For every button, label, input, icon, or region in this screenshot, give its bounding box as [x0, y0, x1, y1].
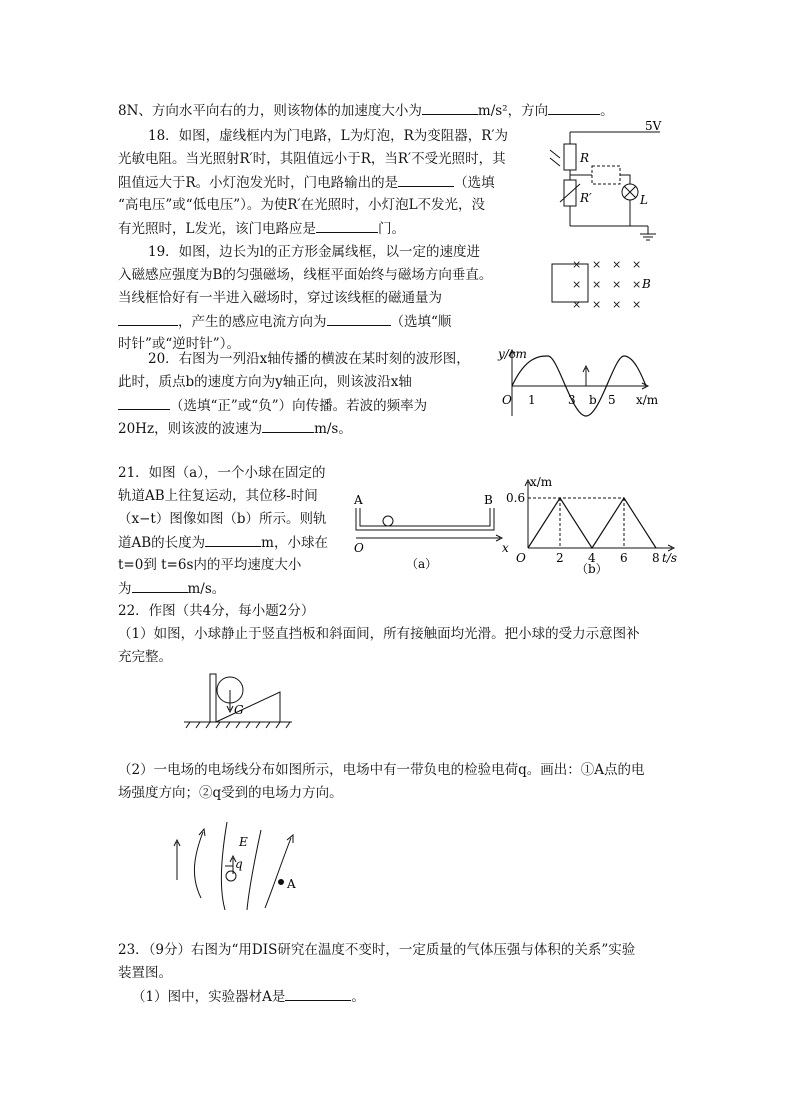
q21-caption-b: （b）: [576, 562, 608, 576]
q21-xt-y-tick: 0.6: [506, 491, 526, 505]
q22-g-label: G: [234, 703, 244, 717]
svg-text:×: ×: [592, 258, 602, 271]
q22-q-label: q: [235, 857, 243, 871]
q18-line-3-end: （选填: [454, 175, 495, 191]
q18-line-3: [118, 172, 495, 193]
q20-origin-label: O: [502, 393, 512, 407]
q18-line-1: 18．如图，虚线框内为门电路，L为灯泡，R为变阻器，R′为: [148, 128, 509, 144]
q17-text: 8N、方向水平向右的力，则该物体的加速度大小为: [118, 103, 422, 119]
q22-incline-figure: [180, 664, 300, 732]
q20-tick-5: 5: [608, 393, 616, 407]
q23-sub-1: [132, 986, 365, 1007]
q20-point-b: b: [589, 393, 597, 407]
q22-point-a: [279, 880, 284, 885]
q20-line-3-text: （选填“正”或“负”）向传播。若波的频率为: [170, 398, 428, 414]
q19-line-1: 19．如图，边长为l的正方形金属线框，以一定的速度进: [148, 244, 480, 260]
q17-blank-direction[interactable]: [548, 100, 600, 115]
q18-line-4: “高电压”或“低电压”）。为使R′在光照时，小灯泡L不发光，没: [118, 197, 486, 213]
q23-sub-1-text: （1）图中，实验器材A是: [132, 989, 286, 1005]
q19-line-2: 入磁感应强度为B的匀强磁场，线框平面始终与磁场方向垂直。: [118, 267, 493, 283]
q21-blank-velocity[interactable]: [132, 578, 188, 593]
q19-line-3: 当线框恰好有一半进入磁场时，穿过该线框的磁通量为: [118, 290, 442, 306]
q19-blank-flux[interactable]: [118, 311, 178, 326]
q21-line-5: t=0到 t=6s内的平均速度大小: [118, 557, 302, 573]
q18-voltage-label: 5V: [645, 119, 662, 133]
q22-p2-line-1: （2）一电场的电场线分布如图所示，电场中有一带负电的检验电荷q。画出：①A点的电: [118, 762, 645, 778]
q19-b-label: B: [642, 277, 651, 291]
q21-xt-origin: O: [516, 551, 526, 565]
q19-blank-direction[interactable]: [327, 311, 391, 326]
q20-blank-direction[interactable]: [118, 395, 170, 410]
svg-text:×: ×: [572, 298, 582, 311]
q23-sub-1-end: 。: [351, 989, 365, 1005]
q18-line-5: [118, 218, 405, 239]
q21-blank-length[interactable]: [205, 532, 261, 547]
q21-xt-tick-8: 8: [652, 551, 660, 565]
q17-blank-acceleration[interactable]: [422, 100, 478, 115]
q22-e-label: E: [239, 835, 248, 849]
q19-field-figure: [548, 256, 668, 316]
q21-x-label: x: [502, 541, 509, 555]
q23-blank-device[interactable]: [285, 986, 351, 1001]
q20-line-4-text: 20Hz，则该波的波速为: [118, 421, 263, 437]
q18-line-3-text: 阻值远大于R。小灯泡发光时，门电路输出的是: [118, 175, 399, 191]
q22-field-figure: [165, 818, 315, 914]
q20-line-2: 此时，质点b的速度方向为y轴正向，则该波沿x轴: [118, 374, 412, 390]
q19-line-5: 时针”或“逆时针”）。: [118, 336, 240, 352]
svg-text:×: ×: [592, 278, 602, 291]
q17-end: 。: [600, 103, 614, 119]
q20-line-4-end: m/s。: [314, 421, 352, 437]
q22-incline: [216, 692, 280, 722]
q21-line-6: [118, 578, 225, 599]
q20-line-3: [118, 395, 427, 416]
q19-line-4-end: （选填“顺: [390, 314, 452, 330]
q20-wave-figure: [496, 346, 666, 426]
q18-blank-gate[interactable]: [316, 218, 378, 233]
q22-p1-line-1: （1）如图，小球静止于竖直挡板和斜面间，所有接触面均光滑。把小球的受力示意图补: [118, 626, 640, 642]
svg-text:×: ×: [572, 278, 582, 291]
q20-line-1: 20．右图为一列沿x轴传播的横波在某时刻的波形图，: [148, 351, 470, 367]
svg-text:×: ×: [592, 298, 602, 311]
q18-circuit-figure: [540, 119, 670, 242]
q21-xt-tick-6: 6: [620, 551, 628, 565]
q21-a-label: A: [354, 493, 363, 507]
svg-text:×: ×: [612, 278, 622, 291]
q21-line-4: [118, 532, 328, 553]
q18-r-prime-label: R′: [580, 191, 592, 205]
q20-y-label: y/cm: [498, 347, 527, 361]
q21-line-3: （x−t）图像如图（b）所示。则轨: [118, 511, 327, 527]
svg-text:×: ×: [612, 298, 622, 311]
q20-blank-speed[interactable]: [262, 418, 314, 433]
q23-line-1: 23．（9分）右图为“用DIS研究在温度不变时，一定质量的气体压强与体积的关系”实验: [118, 942, 636, 958]
q22-p2-line-2: 场强度方向；②q受到的电场力方向。: [118, 785, 343, 801]
q18-line-5-text: 有光照时，L发光，该门电路应是: [118, 221, 316, 237]
q22-a-label: A: [287, 877, 296, 891]
q21-line-4-mid: m，小球在: [261, 535, 328, 551]
q18-r-label: R: [580, 151, 590, 165]
q20-tick-1: 1: [528, 393, 536, 407]
q21-b-label: B: [484, 493, 493, 507]
svg-text:×: ×: [572, 258, 582, 271]
q17-line: [118, 100, 614, 121]
q22-baffle: [210, 674, 216, 722]
q18-lamp-label: L: [640, 193, 648, 207]
q19-field-crosses: [572, 258, 641, 311]
q21-track-figure: [350, 488, 510, 574]
q17-unit: m/s²，方向: [477, 103, 549, 119]
q21-xt-line: [528, 498, 656, 548]
q21-line-1: 21．如图（a），一个小球在固定的: [118, 465, 326, 481]
q20-x-label: x/m: [636, 393, 659, 407]
q21-xt-tick-2: 2: [556, 551, 564, 565]
q18-blank-output[interactable]: [398, 172, 454, 187]
q20-line-4: [118, 418, 352, 439]
q22-charge: [226, 871, 236, 881]
q21-xt-x-label: t/s: [662, 551, 678, 565]
q21-line-4-text: 道AB的长度为: [118, 535, 206, 551]
q21-line-6-text: 为: [118, 581, 132, 597]
svg-text:×: ×: [632, 258, 642, 271]
svg-text:×: ×: [632, 278, 642, 291]
q18-line-5-end: 门。: [377, 221, 405, 237]
q19-line-4: [118, 311, 451, 332]
q22-ground-hatch: [186, 722, 290, 728]
q21-line-2: 轨道AB上往复运动，其位移-时间: [118, 488, 318, 504]
svg-text:×: ×: [612, 258, 622, 271]
q19-frame: [552, 264, 588, 302]
q21-xt-tick-4: 4: [588, 551, 596, 565]
q21-o-label: O: [354, 541, 364, 555]
q22-p1-line-2: 充完整。: [118, 649, 172, 665]
q21-caption-a: （a）: [406, 557, 438, 571]
q19-line-4-text: ，产生的感应电流方向为: [178, 314, 327, 330]
q18-line-2: 光敏电阻。当光照射R′时，其阻值远小于R，当R′不受光照时，其: [118, 151, 506, 167]
q23-line-2: 装置图。: [118, 965, 172, 981]
q20-tick-3: 3: [568, 393, 576, 407]
q21-line-6-end: m/s。: [187, 581, 226, 597]
q22-title: 22．作图（共4分，每小题2分）: [118, 603, 315, 619]
q21-xt-figure: [506, 474, 682, 576]
svg-text:×: ×: [632, 298, 642, 311]
q21-xt-y-label: x/m: [530, 475, 553, 489]
